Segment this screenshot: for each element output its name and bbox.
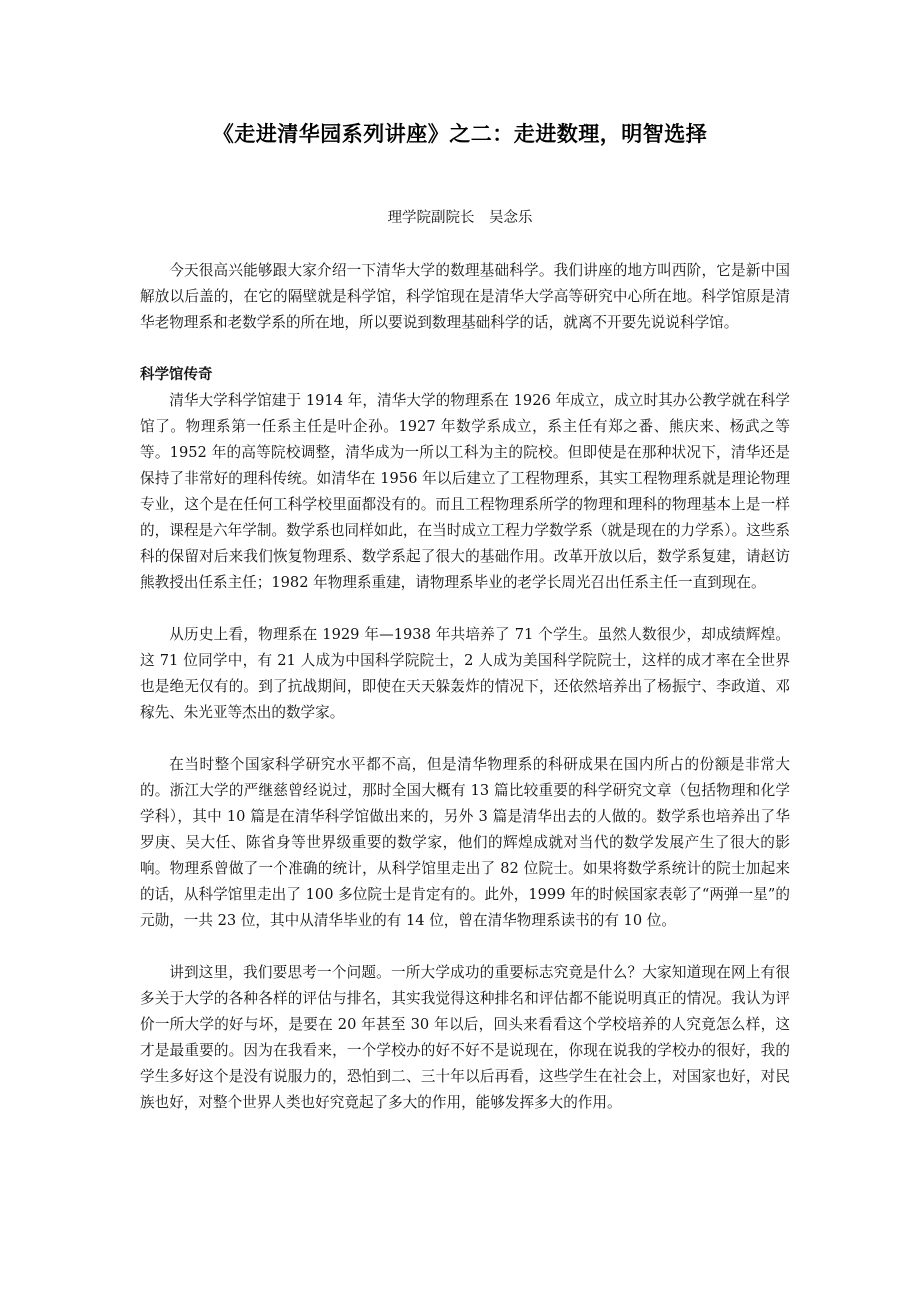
body-paragraph: 清华大学科学馆建于 1914 年，清华大学的物理系在 1926 年成立，成立时其办公教学就在科学馆了。物理系第一任系主任是叶企孙。1927 年数学系成立，系主任有郑之番、熊庆来、杨武之等等。1952 年的高等院校调整，清华成为一所以工科为主的院校。但即使是在那种状况下，清华还是保持了非常好的理科传统。如清华在 1956 年以后建立了工程物理系，其实工程物理系就是理论物理专业，这个是在任何工科学校里面都没有的。而且工程物理系所学的物理和理科的物理基本上是一样的，课程是六年学制。数学系也同样如此，在当时成立工程力学数学系（就是现在的力学系）。这些系科的保留对后来我们恢复物理系、数学系起了很大的基础作用。改革开放以后，数学系复建，请赵访熊教授出任系主任；1982 年物理系重建，请物理系毕业的老学长周光召出任系主任一直到现在。 (140, 392, 790, 591)
document-body (140, 258, 790, 1116)
document-title: 《走进清华园系列讲座》之二：走进数理，明智选择 (212, 122, 708, 146)
intro-paragraph: 今天很高兴能够跟大家介绍一下清华大学的数理基础科学。我们讲座的地方叫西阶，它是新中国解放以后盖的，在它的隔壁就是科学馆，科学馆现在是清华大学高等研究中心所在地。科学馆原是清华老物理系和老数学系的所在地，所以要说到数理基础科学的话，就离不开要先说说科学馆。 (140, 262, 790, 331)
body-paragraph: 从历史上看，物理系在 1929 年—1938 年共培养了 71 个学生。虽然人数很少，却成绩辉煌。这 71 位同学中，有 21 人成为中国科学院院士，2 人成为美国科学院院士，这样的成才率在全世界也是绝无仅有的。到了抗战期间，即使在天天躲轰炸的情况下，还依然培养出了杨振宁、李政道、邓稼先、朱光亚等杰出的数学家。 (140, 626, 790, 721)
body-paragraph: 在当时整个国家科学研究水平都不高，但是清华物理系的科研成果在国内所占的份额是非常大的。浙江大学的严继慈曾经说过，那时全国大概有 13 篇比较重要的科学研究文章（包括物理和化学学科），其中 10 篇是在清华科学馆做出来的，另外 3 篇是清华出去的人做的。数学系也培养出了华罗庚、吴大任、陈省身等世界级重要的数学家，他们的辉煌成就对当代的数学发展产生了很大的影响。物理系曾做了一个准确的统计，从科学馆里走出了 82 位院士。如果将数学系统计的院士加起来的话，从科学馆里走出了 100 多位院士是肯定有的。此外，1999 年的时候国家表彰了“两弹一星”的元勋，一共 23 位，其中从清华毕业的有 14 位，曾在清华物理系读书的有 10 位。 (140, 756, 790, 929)
author-byline: 理学院副院长 吴念乐 (387, 210, 533, 226)
body-paragraph: 讲到这里，我们要思考一个问题。一所大学成功的重要标志究竟是什么？大家知道现在网上有很多关于大学的各种各样的评估与排名，其实我觉得这种排名和评估都不能说明真正的情况。我认为评价一所大学的好与坏，是要在 20 年甚至 30 年以后，回头来看看这个学校培养的人究竟怎么样，这才是最重要的。因为在我看来，一个学校办的好不好不是说现在，你现在说我的学校办的很好，我的学生多好这个是没有说服力的，恐怕到二、三十年以后再看，这些学生在社会上，对国家也好，对民族也好，对整个世界人类也好究竟起了多大的作用，能够发挥多大的作用。 (140, 964, 790, 1111)
section-heading: 科学馆传奇 (140, 367, 213, 383)
